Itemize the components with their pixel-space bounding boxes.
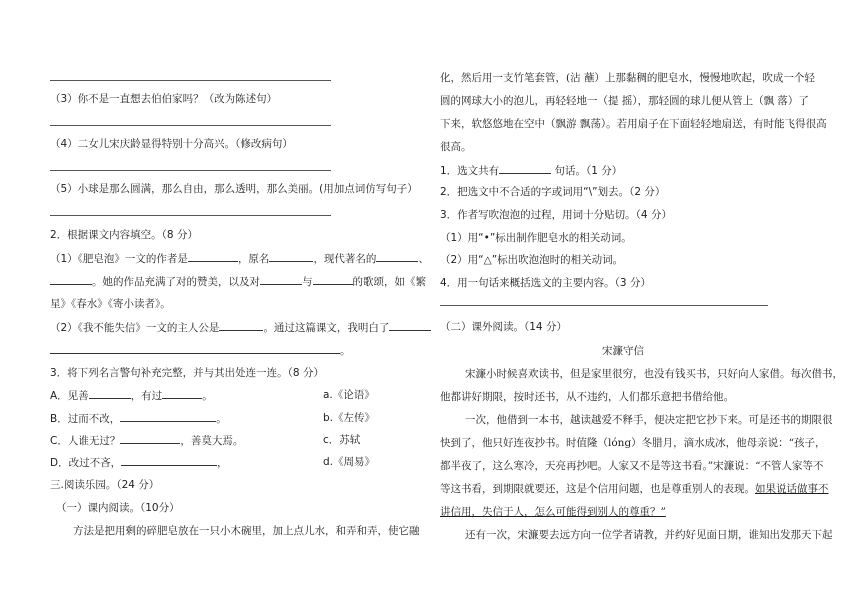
source-c: c．苏轼 bbox=[323, 434, 361, 446]
proverb-b: B．过而不改， 。 bbox=[50, 413, 227, 425]
source-a: a.《论语》 bbox=[323, 389, 375, 401]
source-b: b.《左传》 bbox=[323, 412, 376, 424]
story-line: 宋濂小时候喜欢读书，但是家里很穷，也没有钱买书，只好向人家借。每次借书， bbox=[465, 368, 843, 380]
story-line: 他都讲好期限，按时还书，从不违约，人们都乐意把书借给他。 bbox=[440, 391, 734, 403]
answer-blank[interactable] bbox=[50, 343, 340, 354]
answer-blank[interactable] bbox=[89, 388, 131, 399]
fill-in-line: 。 bbox=[50, 343, 351, 358]
answer-blank[interactable] bbox=[269, 251, 313, 262]
answer-blank[interactable] bbox=[188, 251, 238, 262]
underlined-sentence: 讲信用，失信于人，怎么可能得到别人的尊重？” bbox=[440, 506, 666, 518]
fill-in-line: （2）《我不能失信》一文的主人公是 。通过这篇课文，我明白了 bbox=[50, 320, 431, 335]
reading-question-3-2: （2）用“△”标出吹泡泡时的相关动词。 bbox=[440, 254, 624, 266]
passage-line: 很高。 bbox=[440, 141, 472, 153]
story-line: 快到了，他只好连夜抄书。时值隆（lóng）冬腊月，滴水成冰，他母亲说：“孩子， bbox=[440, 437, 826, 449]
fill-in-line: （1）《肥皂泡》一文的作者是 ，原名 ，现代著名的 、 bbox=[50, 253, 429, 265]
story-line: 还有一次，宋濂要去远方向一位学者请教，并约好见面日期，谁知出发那天下起 bbox=[465, 529, 833, 541]
part-3-1-title: （一）课内阅读。（10分） bbox=[56, 502, 180, 514]
underlined-sentence: 如果说话做事不 bbox=[755, 483, 829, 495]
passage-line: 方法是把用剩的碎肥皂放在一只小木碗里，加上点儿水，和弄和弄，使它融 bbox=[73, 525, 420, 537]
answer-blank[interactable] bbox=[120, 433, 180, 444]
answer-blank[interactable] bbox=[121, 455, 217, 466]
passage-line: 圆的网球大小的泡儿，再轻轻地一（提 摇），那轻圆的球儿便从管上（飘 落）了 bbox=[440, 95, 809, 107]
section-3-title: 3．将下列名言警句补充完整，并与其出处连一连。（8 分） bbox=[50, 367, 324, 379]
answer-blank[interactable] bbox=[499, 163, 551, 174]
proverb-d: D．改过不吝， ， bbox=[50, 457, 228, 469]
question-3: （3）你不是一直想去伯伯家吗？（改为陈述句） bbox=[50, 93, 278, 105]
question-4: （4）二女儿宋庆龄显得特别十分高兴。（修改病句） bbox=[50, 138, 293, 150]
answer-blank[interactable] bbox=[376, 251, 418, 262]
fill-in-line: 星》《春水》《寄小读者》。 bbox=[50, 298, 171, 310]
proverb-c: C．人谁无过？ ，善莫大焉。 bbox=[50, 435, 244, 447]
passage-line: 下来，软悠悠地在空中（飘游 飘荡）。若用扇子在下面轻轻地扇送，有时能飞得很高 bbox=[440, 118, 827, 130]
story-line: 都半夜了，这么寒冷，天亮再抄吧。人家又不是等这书看。”宋濂说：“不管人家等不 bbox=[440, 460, 824, 472]
answer-blank[interactable] bbox=[50, 274, 92, 285]
answer-line bbox=[440, 305, 768, 306]
proverb-a: A．见善 ，有过 。 bbox=[50, 390, 213, 402]
fill-in-line: 。她的作品充满了对的赞美，以及对 与 的歌颂，如《繁 bbox=[50, 274, 426, 289]
part-3-title: 三.阅读乐园。（24 分） bbox=[50, 479, 160, 491]
passage-line: 化，然后用一支竹笔套管，(沾 蘸）上那黏稠的肥皂水，慢慢地吹起，吹成一个轻 bbox=[440, 72, 815, 84]
story-line: 一次，他借到一本书，越读越爱不释手，便决定把它抄下来。可是还书的期限很 bbox=[465, 414, 833, 426]
answer-blank[interactable] bbox=[219, 320, 263, 331]
answer-line bbox=[50, 215, 331, 216]
answer-blank[interactable] bbox=[389, 320, 431, 331]
answer-line bbox=[50, 170, 331, 171]
answer-blank[interactable] bbox=[120, 411, 216, 422]
story-title: 宋濂守信 bbox=[602, 345, 644, 357]
part-3-2-title: （二）课外阅读。（14 分） bbox=[440, 321, 567, 333]
source-d: d.《周易》 bbox=[323, 456, 376, 468]
answer-line bbox=[50, 125, 331, 126]
question-5: （5）小球是那么圆满，那么自由，那么透明，那么美丽。(用加点词仿写句子） bbox=[50, 183, 418, 195]
reading-question-4: 4．用一句话来概括选文的主要内容。（3 分） bbox=[440, 277, 651, 289]
reading-question-1: 1．选文共有 句话。（1 分） bbox=[440, 165, 623, 177]
answer-line bbox=[50, 80, 331, 81]
reading-question-2: 2．把选文中不合适的字或词用“\”划去。（2 分） bbox=[440, 186, 666, 198]
answer-blank[interactable] bbox=[313, 274, 353, 285]
section-2-title: 2．根据课文内容填空。（8 分） bbox=[50, 229, 198, 241]
reading-question-3-1: （1）用“•”标出制作肥皂水的相关动词。 bbox=[440, 232, 632, 244]
story-line: 等这书看，到期限就要还，这是个信用问题，也是尊重别人的表现。如果说话做事不 bbox=[440, 483, 829, 495]
answer-blank[interactable] bbox=[162, 388, 202, 399]
answer-blank[interactable] bbox=[260, 274, 302, 285]
reading-question-3: 3．作者写吹泡泡的过程，用词十分贴切。（4 分） bbox=[440, 209, 672, 221]
